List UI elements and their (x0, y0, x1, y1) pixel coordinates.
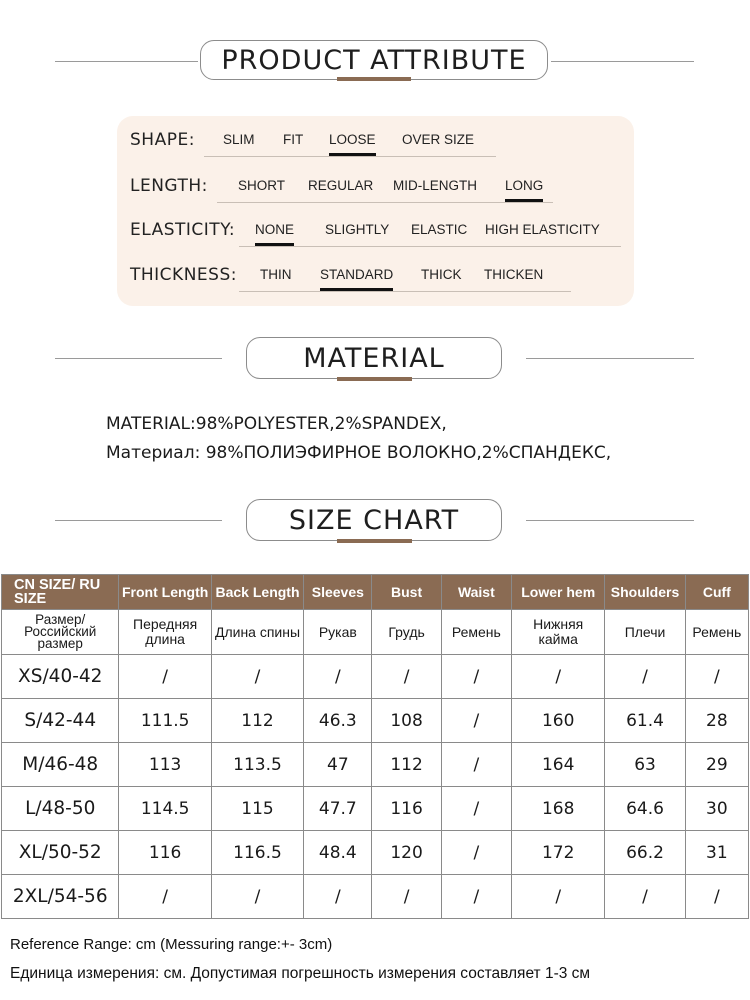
attribute-option-selected: LOOSE (329, 132, 376, 147)
table-cell: 64.6 (605, 787, 685, 831)
table-cell: 66.2 (605, 831, 685, 875)
size-cell: S/42-44 (2, 699, 119, 743)
table-cell: 172 (512, 831, 605, 875)
table-cell: 63 (605, 743, 685, 787)
table-header-ru (2, 610, 749, 655)
table-cell: 113.5 (211, 743, 303, 787)
attribute-option: SLIM (223, 132, 255, 147)
attribute-option: FIT (283, 132, 304, 147)
title-accent-bar (337, 539, 412, 543)
footer-note-ru: Единица измерения: см. Допустимая погрешность измерения составляет 1-3 см (10, 965, 591, 982)
size-chart-header (0, 499, 750, 549)
table-cell: 116.5 (211, 831, 303, 875)
option-underline (239, 291, 571, 292)
table-cell: 47.7 (304, 787, 372, 831)
section-title-pill (200, 40, 548, 80)
material-text-en: MATERIAL:98%POLYESTER,2%SPANDEX, (106, 414, 447, 434)
column-header: Front Length (119, 575, 211, 610)
option-underline (204, 156, 496, 157)
attribute-panel (117, 116, 634, 306)
attribute-option: HIGH ELASTICITY (485, 222, 600, 237)
table-cell: 112 (211, 699, 303, 743)
column-header: Lower hem (512, 575, 605, 610)
attribute-option: REGULAR (308, 178, 374, 193)
size-chart-table (1, 574, 749, 919)
table-cell: 28 (685, 699, 748, 743)
table-cell: / (441, 875, 511, 919)
table-cell: 116 (372, 787, 441, 831)
option-underline (217, 202, 553, 203)
table-cell: 29 (685, 743, 748, 787)
column-header: Рукав (304, 610, 372, 655)
table-cell: 46.3 (304, 699, 372, 743)
divider-line (55, 520, 222, 521)
table-cell: 30 (685, 787, 748, 831)
section-title-pill (246, 337, 502, 379)
table-cell: 114.5 (119, 787, 211, 831)
attribute-option: THICK (421, 267, 462, 282)
table-header-en (2, 575, 749, 610)
table-cell: / (512, 655, 605, 699)
table-cell: / (372, 655, 441, 699)
table-cell: 115 (211, 787, 303, 831)
table-cell: / (512, 875, 605, 919)
title-accent-bar (337, 77, 411, 81)
table-cell: / (304, 875, 372, 919)
column-header: Размер/ Российский размер (2, 610, 119, 655)
table-cell: / (441, 787, 511, 831)
divider-line (526, 520, 694, 521)
table-cell: 47 (304, 743, 372, 787)
table-cell: / (211, 655, 303, 699)
column-header: Waist (441, 575, 511, 610)
footer-note-en: Reference Range: cm (Messuring range:+- 3cm) (10, 936, 333, 953)
column-header: Ремень (685, 610, 748, 655)
table-row (2, 655, 749, 699)
table-cell: 116 (119, 831, 211, 875)
divider-line (551, 61, 694, 62)
option-underline (239, 246, 621, 247)
attribute-option: THIN (260, 267, 292, 282)
attribute-label: LENGTH: (130, 176, 208, 196)
table-row (2, 787, 749, 831)
table-cell: / (685, 655, 748, 699)
size-cell: L/48-50 (2, 787, 119, 831)
table-cell: 164 (512, 743, 605, 787)
column-header: Shoulders (605, 575, 685, 610)
table-cell: / (304, 655, 372, 699)
column-header: Bust (372, 575, 441, 610)
table-cell: 120 (372, 831, 441, 875)
section-title: MATERIAL (303, 342, 445, 374)
attribute-option-selected: LONG (505, 178, 544, 193)
column-header: Грудь (372, 610, 441, 655)
table-cell: / (605, 875, 685, 919)
attribute-option: SLIGHTLY (325, 222, 390, 237)
table-cell: / (119, 655, 211, 699)
divider-line (55, 61, 198, 62)
attribute-label: THICKNESS: (130, 265, 237, 285)
table-cell: 113 (119, 743, 211, 787)
attribute-row-shape (117, 128, 634, 158)
column-header: CN SIZE/ RU SIZE (2, 575, 119, 610)
table-cell: / (211, 875, 303, 919)
title-accent-bar (337, 377, 412, 381)
table-cell: 112 (372, 743, 441, 787)
attribute-option: ELASTIC (411, 222, 468, 237)
size-cell: XL/50-52 (2, 831, 119, 875)
table-cell: 168 (512, 787, 605, 831)
attribute-option: SHORT (238, 178, 286, 193)
table-row (2, 743, 749, 787)
attribute-option: OVER SIZE (402, 132, 475, 147)
attribute-label: ELASTICITY: (130, 220, 236, 240)
table-row (2, 831, 749, 875)
section-title-pill (246, 499, 502, 541)
attribute-option: THICKEN (484, 267, 544, 282)
attribute-option-selected: NONE (255, 222, 295, 237)
table-cell: / (441, 831, 511, 875)
table-row (2, 699, 749, 743)
divider-line (55, 358, 222, 359)
section-title: SIZE CHART (288, 504, 460, 536)
column-header: Нижняя кайма (512, 610, 605, 655)
column-header: Плечи (605, 610, 685, 655)
table-cell: / (372, 875, 441, 919)
column-header: Sleeves (304, 575, 372, 610)
attribute-row-thickness (117, 263, 634, 293)
table-cell: 61.4 (605, 699, 685, 743)
attribute-row-elasticity (117, 218, 634, 248)
table-cell: / (441, 655, 511, 699)
table-cell: 108 (372, 699, 441, 743)
table-cell: 48.4 (304, 831, 372, 875)
table-cell: / (441, 743, 511, 787)
attribute-row-length (117, 174, 634, 204)
product-attribute-header (0, 40, 750, 90)
column-header: Передняя длина (119, 610, 211, 655)
table-row (2, 875, 749, 919)
divider-line (526, 358, 694, 359)
material-header (0, 337, 750, 387)
column-header: Cuff (685, 575, 748, 610)
attribute-option-selected: STANDARD (320, 267, 394, 282)
size-cell: XS/40-42 (2, 655, 119, 699)
size-cell: 2XL/54-56 (2, 875, 119, 919)
table-cell: / (441, 699, 511, 743)
material-text-ru: Материал: 98%ПОЛИЭФИРНОЕ ВОЛОКНО,2%СПАНДЕКС, (106, 443, 612, 463)
column-header: Back Length (211, 575, 303, 610)
section-title: PRODUCT ATTRIBUTE (221, 44, 527, 76)
table-cell: / (685, 875, 748, 919)
table-cell: 160 (512, 699, 605, 743)
table-cell: 31 (685, 831, 748, 875)
table-cell: / (119, 875, 211, 919)
size-cell: M/46-48 (2, 743, 119, 787)
table-cell: 111.5 (119, 699, 211, 743)
table-cell: / (605, 655, 685, 699)
column-header: Длина спины (211, 610, 303, 655)
attribute-option: MID-LENGTH (393, 178, 477, 193)
attribute-label: SHAPE: (130, 130, 195, 150)
column-header: Ремень (441, 610, 511, 655)
